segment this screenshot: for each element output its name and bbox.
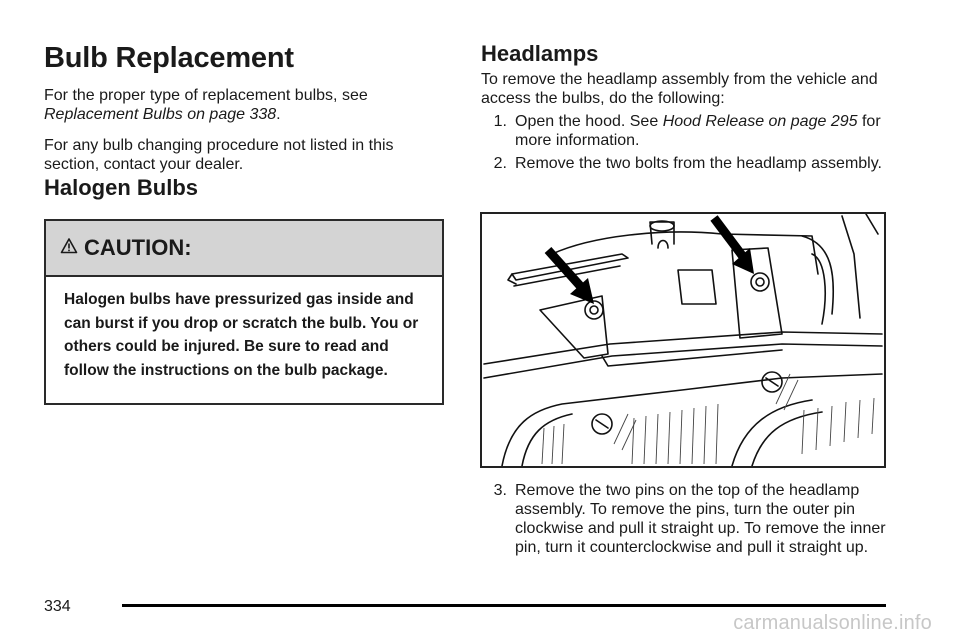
- caution-box: [44, 219, 444, 405]
- intro-period: .: [276, 106, 281, 123]
- step-1-text-a: Open the hood. See: [515, 113, 659, 130]
- step-text: Remove the two pins on the top of the headlamp assembly. To remove the pins, turn the outer pin clockwise and pull it straight up. To remove the inner pin, turn it counterclockwise and pull it straight up.: [515, 482, 886, 556]
- step-number: 2.: [493, 155, 507, 172]
- step-item: [481, 154, 891, 173]
- hood-release-link[interactable]: Hood Release on page 295: [662, 113, 858, 130]
- step-text: [515, 112, 891, 150]
- headlamp-figure: [480, 212, 886, 468]
- replacement-bulbs-link[interactable]: Replacement Bulbs on page 338: [44, 106, 277, 123]
- caution-text: Halogen bulbs have pressurized gas inside and can burst if you drop or scratch the bulb. You or others could be injured. Be sure to read and follow the instructions on the bulb package.: [64, 291, 419, 379]
- step-1-text-b: for more information.: [515, 113, 881, 149]
- watermark: carmanualsonline.info: [733, 612, 932, 634]
- caution-label: CAUTION:: [84, 235, 192, 260]
- step-number: 3.: [493, 482, 507, 499]
- dealer-paragraph: For any bulb changing procedure not listed in this section, contact your dealer.: [44, 137, 394, 173]
- headlamps-intro: To remove the headlamp assembly from the vehicle and access the bulbs, do the following:: [481, 71, 878, 107]
- headlamps-heading: Headlamps: [481, 41, 599, 66]
- arrow-icon: [548, 250, 594, 304]
- page-number: 334: [44, 598, 71, 615]
- warning-triangle-icon: [60, 237, 78, 260]
- left-column: [44, 40, 448, 405]
- step-number: 1.: [493, 113, 507, 130]
- halogen-heading: Halogen Bulbs: [44, 175, 199, 200]
- intro-paragraph: [44, 86, 448, 124]
- right-column: [481, 40, 891, 177]
- footer-rule: [122, 604, 886, 607]
- step-3: [481, 481, 891, 561]
- intro-text: For the proper type of replacement bulbs, see: [44, 87, 368, 104]
- step-text: Remove the two bolts from the headlamp assembly.: [515, 155, 882, 172]
- step-item: [481, 481, 891, 557]
- steps-list: [481, 112, 891, 173]
- caution-header: [46, 221, 442, 277]
- page-title: Bulb Replacement: [44, 42, 294, 74]
- headlamp-illustration: [482, 214, 884, 466]
- step-item: [481, 112, 891, 150]
